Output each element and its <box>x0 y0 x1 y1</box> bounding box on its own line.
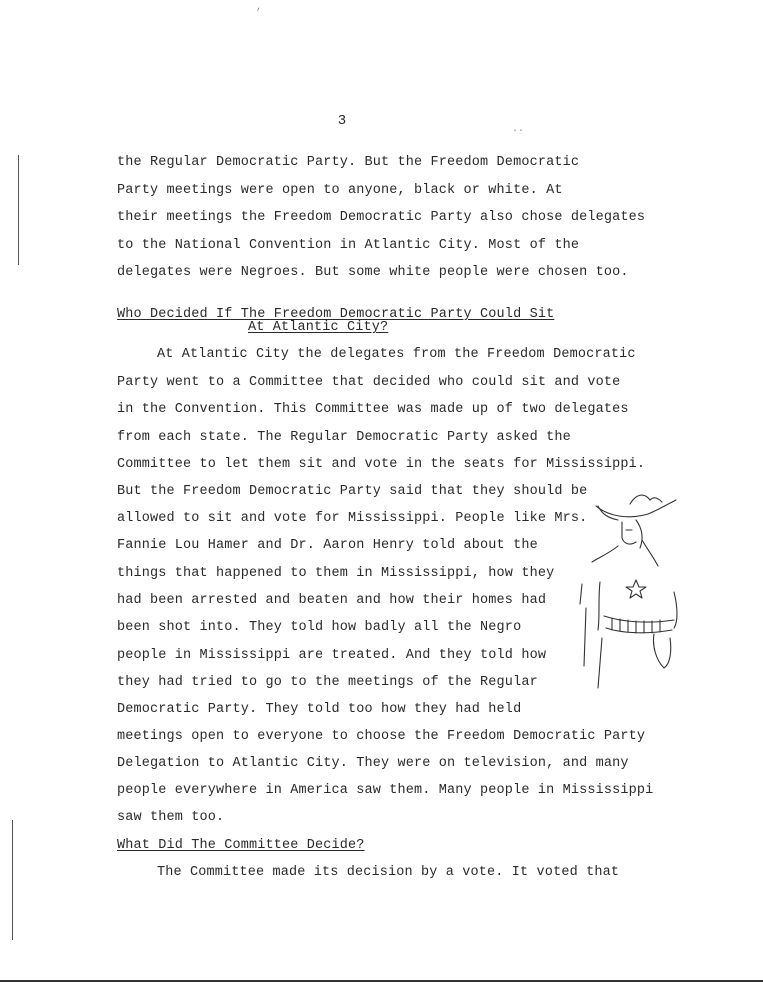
section-heading-2: What Did The Committee Decide? <box>117 838 365 853</box>
section-heading-1: Who Decided If The Freedom Democratic Party Could Sit <box>117 307 555 322</box>
text-line: their meetings the Freedom Democratic Party also chose delegates <box>117 210 646 225</box>
text-line: Party went to a Committee that decided who could sit and vote <box>117 375 621 390</box>
text-line: been shot into. They told how badly all the Negro <box>117 620 522 635</box>
page-number: 3 <box>337 113 347 129</box>
text-line: in the Convention. This Committee was made up of two delegates <box>117 402 629 417</box>
text-line: had been arrested and beaten and how their homes had <box>117 593 547 608</box>
text-line: Delegation to Atlantic City. They were on television, and many <box>117 756 629 771</box>
text-line: from each state. The Regular Democratic Party asked the <box>117 430 571 445</box>
scan-bottom-rule <box>0 980 763 982</box>
scan-edge-left-lower <box>12 820 13 940</box>
text-line: Party meetings were open to anyone, black or white. At <box>117 183 563 198</box>
text-line: The Committee made its decision by a vote. It voted that <box>157 865 620 880</box>
text-line: delegates were Negroes. But some white people were chosen too. <box>117 265 629 280</box>
section-heading-1-cont: At Atlantic City? <box>248 320 389 335</box>
text-line: things that happened to them in Mississippi, how they <box>117 566 555 581</box>
text-line: allowed to sit and vote for Mississippi. People like Mrs. <box>117 511 588 526</box>
sheriff-sketch-strokes <box>580 495 677 688</box>
scan-speck: .. <box>512 124 525 135</box>
text-line: the Regular Democratic Party. But the Freedom Democratic <box>117 155 580 170</box>
text-line: people in Mississippi are treated. And they told how <box>117 648 547 663</box>
scan-edge-left <box>18 155 19 265</box>
text-line: Committee to let them sit and vote in the seats for Mississippi. <box>117 457 646 472</box>
text-line: saw them too. <box>117 810 225 825</box>
scan-speck: , <box>256 2 263 13</box>
text-line: At Atlantic City the delegates from the Freedom Democratic <box>157 347 636 362</box>
text-line: to the National Convention in Atlantic City. Most of the <box>117 238 580 253</box>
text-line: meetings open to everyone to choose the Freedom Democratic Party <box>117 729 646 744</box>
text-line: they had tried to go to the meetings of the Regular <box>117 675 538 690</box>
text-line: But the Freedom Democratic Party said that they should be <box>117 484 588 499</box>
text-line: Fannie Lou Hamer and Dr. Aaron Henry told about the <box>117 538 538 553</box>
text-line: people everywhere in America saw them. Many people in Mississippi <box>117 783 654 798</box>
sheriff-sketch-icon <box>578 488 683 698</box>
text-line: Democratic Party. They told too how they had held <box>117 702 522 717</box>
